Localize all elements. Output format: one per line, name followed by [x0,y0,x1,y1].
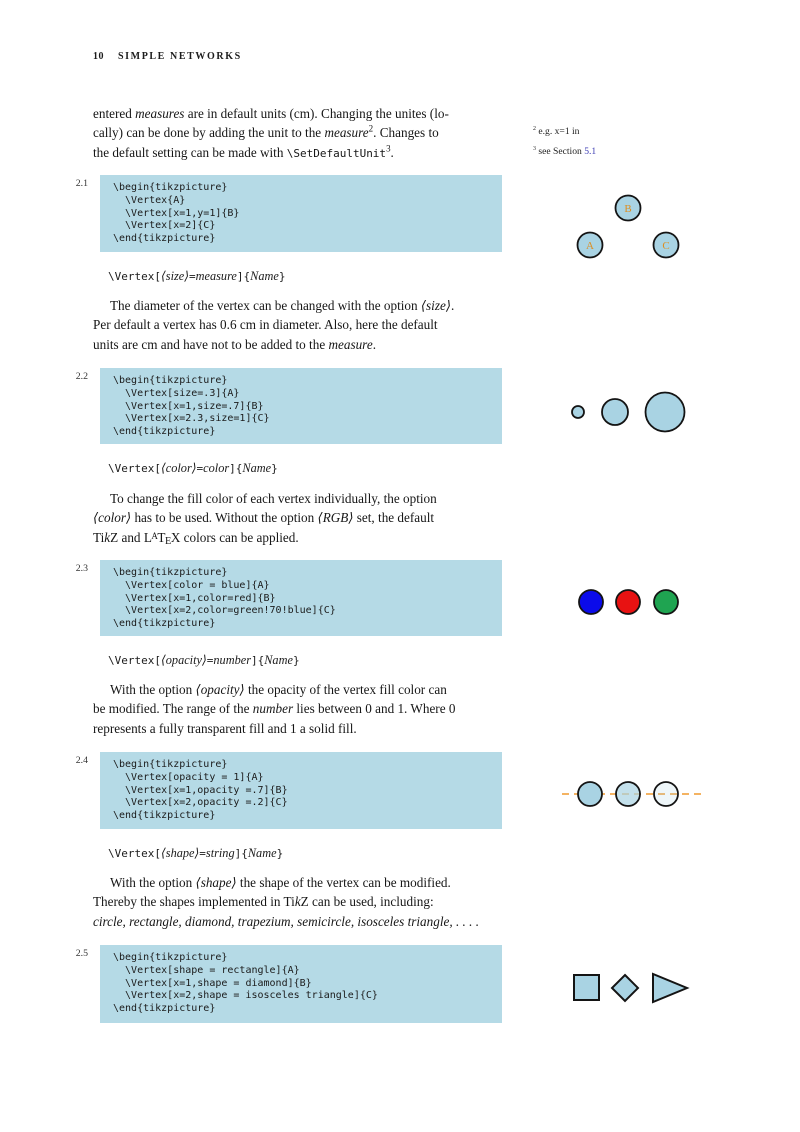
listing-number-2-5: 2.5 [75,948,88,959]
vertex-figure-2-3 [570,582,700,622]
text-segment: T [157,529,166,545]
text-segment: With the option [110,875,196,890]
text-segment: ]{ [234,847,248,860]
code-line: \Vertex[size=.3]{A} [113,387,240,399]
code-line: \begin{tikzpicture} [113,375,228,386]
text-line [93,296,454,315]
running-title: SIMPLE NETWORKS [118,51,242,62]
text-line [108,269,285,284]
vertex-circle-medium [602,399,628,425]
text-segment: Name [242,461,272,475]
code-line: \Vertex[x=1,opacity =.7]{B} [113,784,288,796]
text-segment: Z and [110,529,144,545]
code-line: \Vertex[x=1,color=red]{B} [113,592,276,604]
text-segment: color [203,461,230,475]
text-segment: } [278,270,286,283]
vertex-figure-2-2 [560,385,710,440]
text-line [108,461,278,476]
text-segment: ⟨size⟩ [420,298,451,313]
text-line [533,125,703,138]
text-segment: = [206,654,214,667]
vertex-figure-2-5 [560,965,700,1010]
code-line: \end{tikzpicture} [113,810,216,822]
code-text [100,752,502,823]
code-line: \begin{tikzpicture} [113,182,228,193]
text-segment: be modified. The range of the [93,701,253,717]
text-segment: entered [93,106,136,121]
code-line: \Vertex[shape = rectangle]{A} [113,964,300,976]
text-line [533,145,703,158]
text-line [108,846,283,861]
text-segment: 2 [533,125,536,132]
vertex-rectangle [574,975,599,1000]
text-line [93,912,479,931]
text-segment: colors can be applied. [180,529,299,545]
vertex-figure-2-4 [556,774,706,814]
code-line: \end{tikzpicture} [113,618,216,630]
text-segment: number [213,653,251,667]
margin-note-unit-example [533,125,703,138]
running-header [93,51,242,62]
text-segment: 3 [386,143,391,154]
text-segment: ⟨RGB⟩ [317,510,354,526]
text-segment: ⟨opacity⟩ [195,682,245,697]
text-segment: . [372,336,376,352]
text-line [93,508,437,527]
text-segment: . [390,144,394,160]
text-segment: see Section [535,146,585,157]
code-text [100,945,502,1016]
text-segment: k [104,529,111,545]
text-segment: Name [247,846,277,860]
code-line: \end{tikzpicture} [113,1003,216,1015]
text-line [93,489,437,508]
code-line: \Vertex[x=2,color=green!70!blue]{C} [113,605,336,617]
text-line [93,680,455,699]
text-segment: units are cm and have not to be added to the [93,336,329,352]
vertex-circle-small [572,406,584,418]
code-line: \Vertex[x=2.3,size=1]{C} [113,413,270,425]
text-segment: \Vertex[ [108,654,161,667]
text-segment: cally) can be done by adding the unit to the [93,125,325,141]
text-segment: . [450,298,455,313]
text-segment: ⟨opacity⟩ [160,653,207,667]
vertex-figure-2-1 [560,180,705,260]
vertex-label-b: B [624,203,632,215]
margin-note-see-section[interactable] [533,145,703,158]
command-spec-color [108,461,278,476]
text-segment: ⟨color⟩ [93,510,132,526]
command-spec-opacity [108,653,300,668]
text-line [93,873,479,892]
code-line: \Vertex[opacity = 1]{A} [113,771,264,783]
code-listing-2-4 [100,752,502,829]
text-segment: number [252,701,294,717]
text-segment: Name [264,653,293,667]
text-segment: are in default units (cm). Changing the unites (lo- [184,106,449,121]
text-segment: measure [195,269,237,283]
text-segment: ]{ [250,654,265,667]
text-segment: has to be used. Without the option [131,510,318,526]
code-line: \begin{tikzpicture} [113,759,228,770]
text-segment: E [164,535,172,547]
vertex-circle-large [646,393,685,432]
vertex-circle-opacity-02 [654,782,678,806]
text-segment: } [292,654,300,667]
paragraph-units [93,104,449,163]
code-line: \begin{tikzpicture} [113,952,228,963]
section-link[interactable]: 5.1 [584,146,597,157]
text-segment: ⟨shape⟩ [195,875,237,890]
listing-number-2-4: 2.4 [75,755,88,766]
code-line: \begin{tikzpicture} [113,567,228,578]
code-listing-2-2 [100,368,502,444]
text-segment: the shape of the vertex can be modified. [236,875,451,890]
text-segment: string [205,846,235,860]
code-line: \end{tikzpicture} [113,233,216,245]
code-text [100,560,502,631]
vertex-label-c: C [662,240,670,252]
vertex-diamond [612,975,638,1001]
text-segment: \Vertex[ [108,270,161,283]
text-segment: Name [250,269,279,283]
vertex-label-a: A [586,240,594,252]
text-segment: To change the fill color of each vertex individually, the option [110,491,437,506]
text-segment: measures [135,106,185,121]
code-listing-2-1 [100,175,502,252]
text-segment: With the option [110,682,196,697]
text-segment: = [189,270,196,283]
text-segment: set, the default [353,510,435,526]
paragraph-color [93,489,437,547]
text-segment: } [271,462,278,475]
text-segment: lies between 0 and 1. Where 0 [293,701,456,717]
paragraph-shape [93,873,479,931]
text-segment: } [276,847,284,860]
text-segment: ⟨color⟩ [160,461,197,475]
page-number: 10 [93,51,104,62]
command-spec-size [108,269,285,284]
vertex-circle-green [654,590,678,614]
text-segment: = [199,847,206,860]
text-segment: \SetDefaultUnit [286,146,387,160]
text-segment: The diameter of the vertex can be changed with the option [110,298,421,313]
code-line: \Vertex[x=2]{C} [113,220,216,232]
command-spec-shape [108,846,283,861]
paragraph-size [93,296,454,354]
text-segment: Ti [93,529,105,545]
code-listing-2-3 [100,560,502,636]
text-line [93,123,449,142]
text-segment: ⟨size⟩ [160,269,190,283]
text-segment: ⟨shape⟩ [160,846,200,860]
text-line [93,143,449,163]
code-text [100,175,502,246]
code-line: \Vertex{A} [113,194,186,206]
text-line [93,699,455,718]
text-line [93,892,479,911]
text-segment: measure [328,336,373,352]
vertex-circle-red [616,590,640,614]
listing-number-2-2: 2.2 [75,371,88,382]
vertex-circle-opacity-1 [578,782,602,806]
vertex-circle-opacity-07 [616,782,640,806]
code-line: \Vertex[x=2,shape = isosceles triangle]{C} [113,990,378,1002]
text-segment: 3 [533,145,536,152]
text-segment: Thereby the shapes implemented in Ti [93,894,295,910]
text-segment: represents a fully transparent fill and 1 a solid fill. [93,720,357,736]
paragraph-opacity [93,680,455,738]
code-text [100,368,502,439]
text-segment: ]{ [229,462,243,475]
text-segment: the opacity of the vertex fill color can [244,682,447,697]
text-segment: measure [324,125,369,141]
text-segment: Per default a vertex has 0.6 cm in diameter. Also, here the default [93,317,438,333]
text-segment: A [151,530,158,541]
listing-number-2-3: 2.3 [75,563,88,574]
text-segment: circle, rectangle, diamond, trapezium, semicircle, isosceles triangle, . . . . [93,913,480,929]
text-segment: the default setting can be made with [93,144,287,160]
code-line: \Vertex[x=1,size=.7]{B} [113,400,264,412]
text-line [93,528,437,547]
code-line: \end{tikzpicture} [113,426,216,438]
text-line [93,335,454,354]
code-line: \Vertex[x=2,opacity =.2]{C} [113,797,288,809]
text-segment: e.g. x=1 in [535,126,580,137]
listing-number-2-1: 2.1 [75,178,88,189]
text-line [108,653,300,668]
text-segment: X [170,529,181,545]
text-segment: L [143,529,152,545]
text-segment: = [196,462,204,475]
vertex-isosceles-triangle [653,974,687,1002]
code-line: \Vertex[color = blue]{A} [113,579,270,591]
text-segment: Z can be used, including: [300,894,434,910]
text-segment: . Changes to [373,125,439,141]
text-segment: 2 [368,124,374,135]
code-line: \Vertex[x=1,y=1]{B} [113,207,240,219]
text-segment: k [294,894,301,910]
code-line: \Vertex[x=1,shape = diamond]{B} [113,977,312,989]
text-segment: ]{ [236,270,251,283]
text-segment: \Vertex[ [108,847,161,860]
code-listing-2-5 [100,945,502,1023]
vertex-circle-blue [579,590,603,614]
text-segment: \Vertex[ [108,462,161,475]
text-line [93,104,449,123]
text-line [93,315,454,334]
text-line [93,719,455,738]
